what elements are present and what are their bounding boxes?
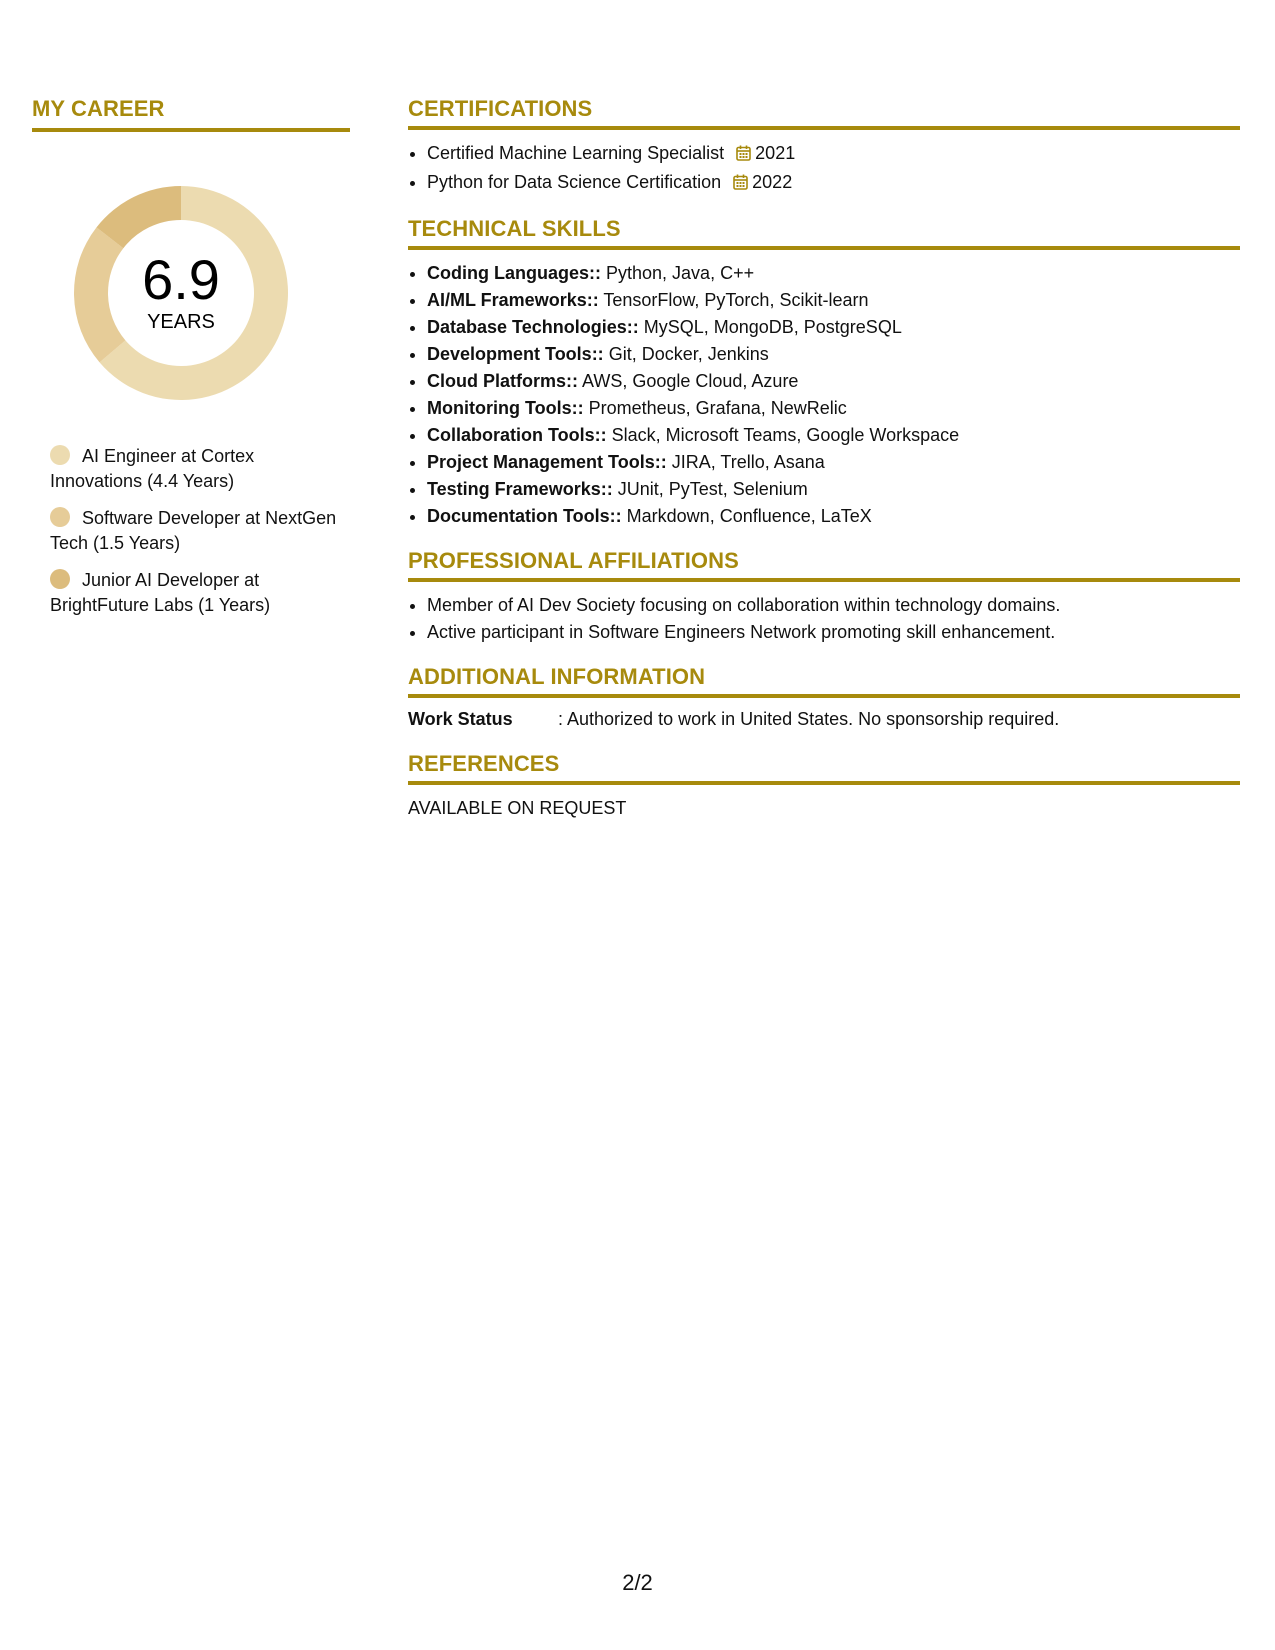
calendar-icon: [736, 142, 751, 169]
legend-label: Junior AI Developer at BrightFuture Labs (1 Years): [50, 570, 271, 615]
skills-list: [408, 260, 1240, 530]
career-legend: [50, 444, 350, 618]
legend-swatch: [50, 445, 70, 465]
references-title: REFERENCES: [408, 751, 1240, 785]
certification-year: 2022: [752, 172, 793, 192]
skill-item: [427, 341, 1240, 368]
skill-value: Slack, Microsoft Teams, Google Workspace: [606, 425, 960, 445]
skill-label: Coding Languages::: [427, 263, 601, 283]
legend-swatch: [50, 569, 70, 589]
skill-item: [427, 287, 1240, 314]
main-column: [408, 96, 1240, 840]
skill-value: JIRA, Trello, Asana: [666, 452, 825, 472]
career-column: [32, 96, 350, 630]
skill-value: Prometheus, Grafana, NewRelic: [583, 398, 847, 418]
affiliation-item: • Active participant in Software Engineers Network promoting skill enhancement.: [427, 619, 1240, 646]
skill-label: Testing Frameworks::: [427, 479, 613, 499]
certifications-title: CERTIFICATIONS: [408, 96, 1240, 130]
skill-value: TensorFlow, PyTorch, Scikit-learn: [598, 290, 869, 310]
skill-value: Python, Java, C++: [601, 263, 755, 283]
skill-label: AI/ML Frameworks::: [427, 290, 599, 310]
total-years-unit: YEARS: [147, 311, 215, 333]
skill-label: Monitoring Tools::: [427, 398, 584, 418]
references-section: [408, 751, 1240, 822]
legend-swatch: [50, 507, 70, 527]
skill-label: Documentation Tools::: [427, 506, 622, 526]
additional-info-section: [408, 664, 1240, 733]
skill-label: Collaboration Tools::: [427, 425, 607, 445]
references-text: AVAILABLE ON REQUEST: [408, 798, 627, 818]
skill-item: [427, 503, 1240, 530]
skill-item: [427, 368, 1240, 395]
total-years-value: 6.9: [142, 248, 220, 311]
skill-label: Cloud Platforms::: [427, 371, 578, 391]
skill-value: Markdown, Confluence, LaTeX: [621, 506, 872, 526]
career-donut-chart: [66, 178, 296, 408]
legend-label: Software Developer at NextGen Tech (1.5 Years): [50, 508, 337, 553]
certification-item: [427, 140, 1240, 169]
work-status-value: : Authorized to work in United States. No sponsorship required.: [558, 709, 1060, 729]
additional-info-title: ADDITIONAL INFORMATION: [408, 664, 1240, 698]
calendar-icon: [733, 171, 748, 198]
skill-value: JUnit, PyTest, Selenium: [612, 479, 808, 499]
donut-center: [66, 250, 296, 334]
certification-name: Python for Data Science Certification: [427, 172, 722, 192]
skills-section: [408, 216, 1240, 530]
skills-title: TECHNICAL SKILLS: [408, 216, 1240, 250]
skill-value: Git, Docker, Jenkins: [603, 344, 769, 364]
skill-item: [427, 314, 1240, 341]
certification-item: [427, 169, 1240, 198]
work-status-row: [408, 706, 1240, 733]
legend-label: AI Engineer at Cortex Innovations (4.4 Years): [50, 446, 255, 491]
skill-label: Development Tools::: [427, 344, 604, 364]
work-status-label: Work Status: [408, 709, 513, 729]
skill-value: MySQL, MongoDB, PostgreSQL: [638, 317, 902, 337]
affiliations-section: [408, 548, 1240, 646]
skill-label: Database Technologies::: [427, 317, 639, 337]
skill-item: [427, 476, 1240, 503]
legend-item: [50, 568, 350, 618]
skill-item: [427, 422, 1240, 449]
certification-name: Certified Machine Learning Specialist: [427, 143, 725, 163]
career-title: MY CAREER: [32, 96, 350, 132]
page-number: 2/2: [622, 1570, 653, 1595]
legend-item: [50, 444, 350, 494]
skill-item: [427, 260, 1240, 287]
certifications-section: [408, 96, 1240, 198]
certifications-list: [408, 140, 1240, 198]
certification-year: 2021: [755, 143, 796, 163]
skill-value: AWS, Google Cloud, Azure: [578, 371, 799, 391]
affiliations-title: PROFESSIONAL AFFILIATIONS: [408, 548, 1240, 582]
affiliation-item: • Member of AI Dev Society focusing on collaboration within technology domains.: [427, 592, 1240, 619]
affiliations-list: [408, 592, 1240, 646]
skill-item: [427, 395, 1240, 422]
legend-item: [50, 506, 350, 556]
skill-label: Project Management Tools::: [427, 452, 667, 472]
skill-item: [427, 449, 1240, 476]
